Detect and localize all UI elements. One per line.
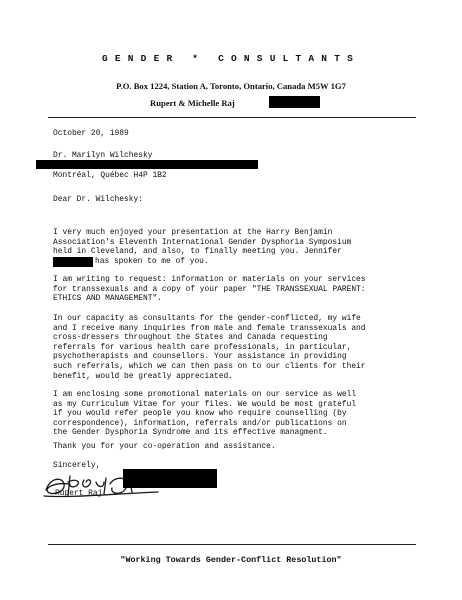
redaction-bar <box>123 469 217 488</box>
header-divider <box>48 117 416 118</box>
redaction-bar <box>36 160 258 169</box>
letterhead-names: Rupert & Michelle Raj <box>150 98 235 108</box>
paragraph-line: I am writing to request: information or materials on your services <box>53 275 366 284</box>
letterhead-motto: "Working Towards Gender-Conflict Resolution" <box>120 555 342 565</box>
paragraph-line: ETHICS AND MANAGEMENT". <box>53 294 162 304</box>
redaction-bar <box>53 257 93 267</box>
letterhead-title: GENDER * CONSULTANTS <box>101 53 361 64</box>
redaction-bar <box>269 96 320 108</box>
paragraph-line: psychotherapists and counsellors. Your assistance in providing <box>53 352 347 362</box>
recipient-name: Dr. Marilyn Wilchesky <box>53 151 153 160</box>
paragraph-line: cross-dressers throughout the States and Canada requesting <box>53 333 328 343</box>
recipient-city: Montréal, Québec H4P 1B2 <box>53 171 167 180</box>
paragraph-line: such referrals, which we can then pass on to our clients for their <box>53 361 366 371</box>
paragraph-line: the Gender Dysphoria Syndrome and its effective managment. <box>53 428 328 438</box>
letterhead-address: P.O. Box 1224, Station A, Toronto, Ontario, Canada M5W 1G7 <box>116 81 346 91</box>
body-paragraph-4 <box>53 390 423 438</box>
paragraph-line: if you would refer people you know who require counselling (by <box>53 409 347 419</box>
footer-divider <box>48 544 416 545</box>
letter-date: October 20, 1989 <box>53 129 129 138</box>
paragraph-line: and I receive many inquiries from male and female transsexuals and <box>53 323 366 333</box>
body-paragraph-5 <box>53 442 423 452</box>
paragraph-line: In our capacity as consultants for the gender-conflicted, my wife <box>53 314 361 323</box>
paragraph-line: benefit, would be greatly appreciated. <box>53 371 233 381</box>
paragraph-line: as my Curriculum Vitae for your files. We would be most grateful <box>53 399 357 409</box>
body-paragraph-2 <box>53 275 423 304</box>
salutation: Dear Dr. Wilchesky: <box>53 195 143 204</box>
body-paragraph-3 <box>53 314 423 381</box>
paragraph-line: has spoken to me of you. <box>95 256 209 266</box>
signature-name: Rupert Raj <box>55 489 103 498</box>
paragraph-line: for transsexuals and a copy of your paper "THE TRANSSEXUAL PARENT: <box>53 284 366 294</box>
paragraph-line: held in Cleveland, and also, to finally meeting you. Jennifer <box>53 247 342 257</box>
paragraph-line: I very much enjoyed your presentation at the Harry Benjamin <box>53 228 333 237</box>
paragraph-line: Thank you for your co-operation and assistance. <box>53 442 276 451</box>
paragraph-line: I am enclosing some promotional materials on our service as well <box>53 390 357 399</box>
paragraph-line: referrals for various health care professionals, in particular, <box>53 342 352 352</box>
paragraph-line: Association's Eleventh International Gender Dysphoria Symposium <box>53 237 352 247</box>
paragraph-line: correspondence), information, referrals and/or publications on <box>53 418 347 428</box>
closing: Sincerely, <box>53 461 101 470</box>
body-paragraph-1 <box>53 228 423 266</box>
